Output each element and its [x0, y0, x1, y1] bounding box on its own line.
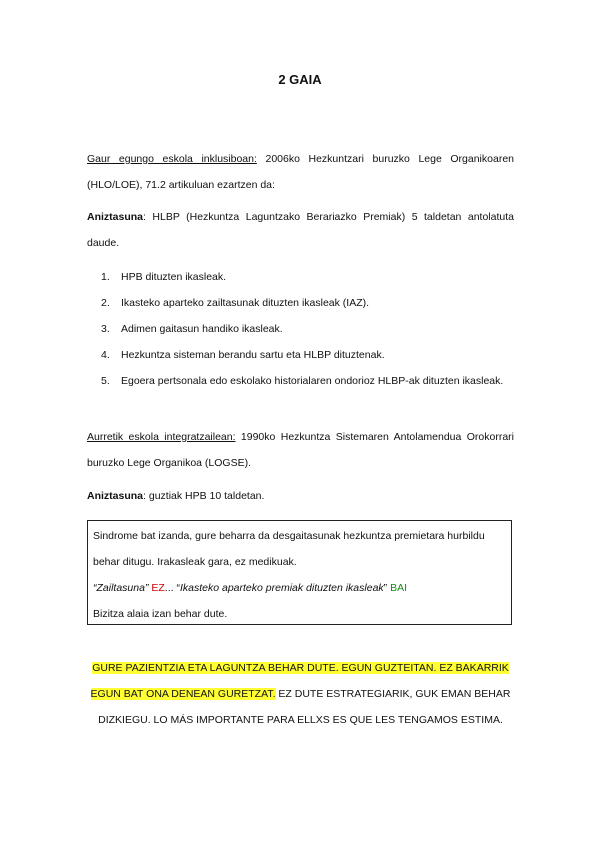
list-item [87, 316, 514, 342]
quote-special-needs: Ikasteko aparteko premiak dituzten ikasleak [179, 582, 384, 594]
note-box [87, 520, 512, 625]
list-item [87, 342, 514, 368]
inclusive-school-paragraph [87, 146, 514, 198]
yes-label: BAI [390, 582, 408, 594]
list-text: Hezkuntza sisteman berandu sartu eta HLBP dituztenak. [121, 349, 385, 361]
list-item [87, 368, 514, 394]
page-title: 2 GAIA [278, 72, 322, 87]
integrative-school-paragraph [87, 424, 514, 476]
inclusive-school-text: 2006ko Hezkuntzari buruzko Lege Organikoaren (HLO/LOE), 71.2 artikuluan ezartzen da: [87, 153, 514, 191]
diversity-text-1: : HLBP (Hezkuntza Laguntzako Berariazko Premiak) 5 taldetan antolatuta daude. [87, 211, 514, 249]
closing-text: EZ DUTE ESTRATEGIARIK, GUK EMAN BEHAR DIZKIEGU. LO MÁS IMPORTANTE PARA ELLXS ES QUE LES TENGAMOS ESTIMA. [98, 688, 511, 726]
highlighted-text: GURE PAZIENTZIA ETA LAGUNTZA BEHAR DUTE. EGUN GUZTEITAN. EZ BAKARRIK EGUN BAT ONA DENEAN GURETZAT. [90, 662, 509, 700]
note-line-1: Sindrome bat izanda, gure beharra da desgaitasunak hezkuntza premietara hurbildu behar ditugu. Irakasleak gara, ez medikuak. [93, 530, 485, 568]
list-item [87, 290, 514, 316]
diversity-text-2: : guztiak HPB 10 taldetan. [143, 490, 265, 502]
no-label: EZ [148, 582, 165, 594]
inclusive-school-lead: Gaur egungo eskola inklusiboan: [87, 153, 257, 165]
list-number: 3. [101, 323, 110, 335]
closing-statement [87, 655, 514, 733]
note-line-3: Bizitza alaia izan behar dute. [93, 608, 228, 620]
integrative-school-text: 1990ko Hezkuntza Sistemaren Antolamendua Orokorrari buruzko Lege Organikoa (LOGSE). [87, 431, 514, 469]
list-text: HPB dituzten ikasleak. [121, 271, 227, 283]
list-number: 5. [101, 375, 110, 387]
quote-difficulty: “Zailtasuna” [93, 582, 149, 594]
list-number: 1. [101, 271, 110, 283]
list-text: Adimen gaitasun handiko ikasleak. [121, 323, 283, 335]
student-groups-list [87, 264, 514, 394]
list-number: 2. [101, 297, 110, 309]
list-text: Egoera pertsonala edo eskolako historialaren ondorioz HLBP-ak dituzten ikasleak. [121, 375, 504, 387]
diversity-label-1: Aniztasuna [87, 211, 144, 223]
list-number: 4. [101, 349, 110, 361]
quote-separator: ... “ [164, 582, 180, 594]
note-line-2 [93, 575, 506, 601]
diversity-label-2: Aniztasuna [87, 490, 144, 502]
quote-close: ” [383, 582, 391, 594]
diversity-paragraph-1 [87, 204, 514, 256]
integrative-school-lead: Aurretik eskola integratzailean: [87, 431, 236, 443]
list-text: Ikasteko aparteko zailtasunak dituzten ikasleak (IAZ). [121, 297, 370, 309]
diversity-paragraph-2 [87, 483, 514, 509]
list-item [87, 264, 514, 290]
